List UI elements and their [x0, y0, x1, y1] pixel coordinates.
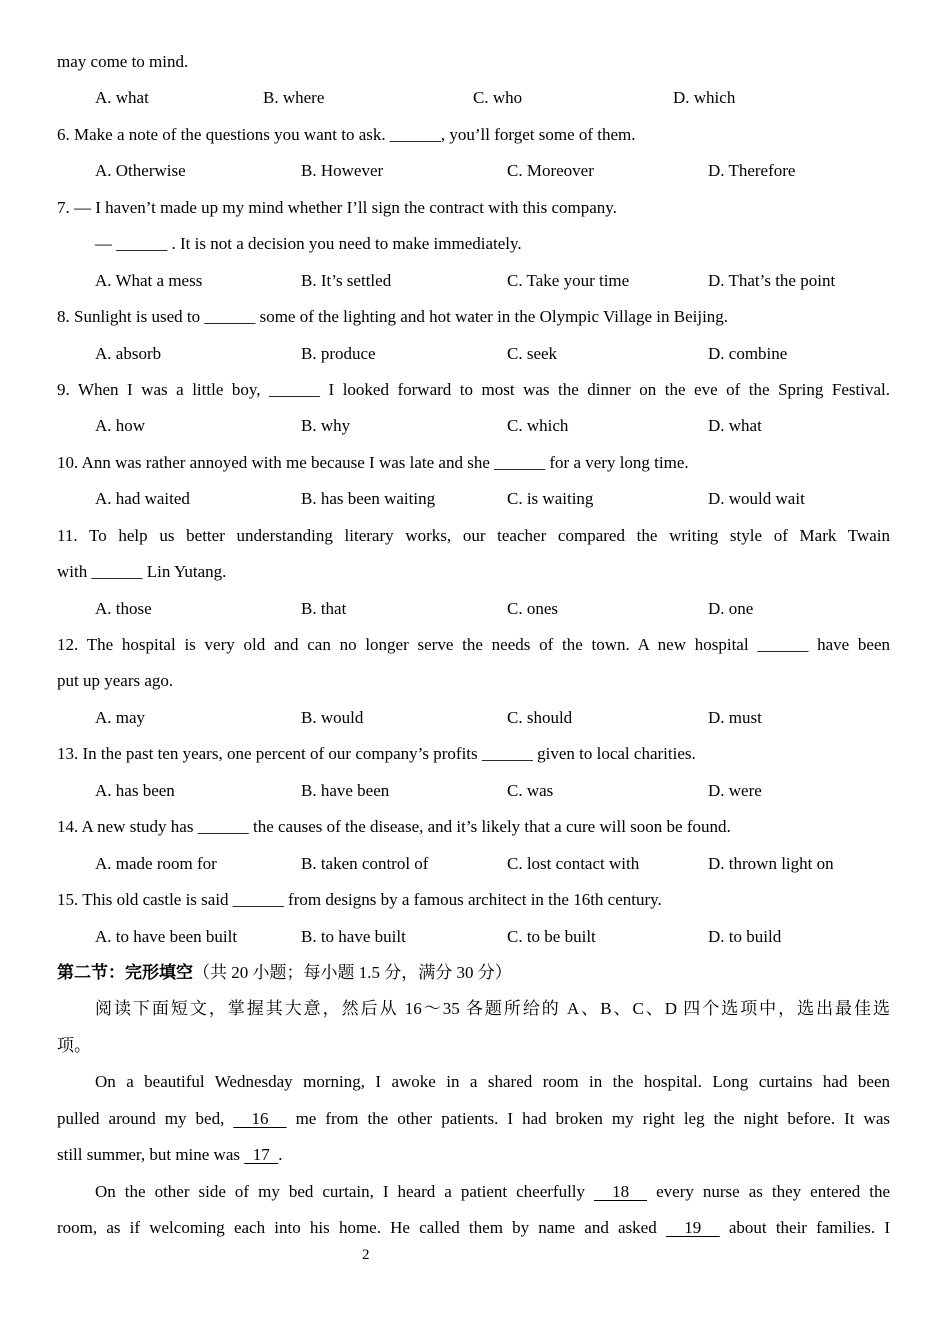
option-d: D. were [708, 780, 762, 800]
text-run: may come to mind. [57, 52, 189, 71]
option-a: A. made room for [95, 853, 217, 873]
q14-options [57, 846, 890, 882]
q7-stem-line-2 [57, 226, 890, 262]
blank-underline: 18 [594, 1181, 648, 1201]
blank-underline: 19 [665, 1218, 720, 1237]
blank-underline: 16 [233, 1108, 287, 1128]
option-d: D. Therefore [708, 161, 796, 181]
text-run: . [278, 1145, 283, 1165]
option-a: A. absorb [95, 343, 162, 363]
q13-options [57, 773, 890, 809]
cloze-paragraph-1-line-2 [57, 1101, 890, 1137]
text-run: — ______ . It is not a decision you need to make immediately. [95, 234, 522, 254]
q11-stem-line-1 [57, 518, 890, 554]
q8-stem [57, 299, 890, 335]
text-run: 阅读下面短文，掌握其大意，然后从 16～35 各题所给的 A、B、C、D 四个选项中，选出最佳选 [95, 999, 890, 1019]
q12-options [57, 700, 890, 736]
option-d: D. must [708, 707, 762, 727]
option-b: B. It’s settled [301, 270, 392, 290]
option-b: B. to have built [301, 926, 406, 946]
text-run: still summer, but mine was [57, 1145, 245, 1165]
page-number: 2 [362, 1247, 370, 1263]
text-run: pulled around my bed, [57, 1108, 234, 1128]
text-run: 14. A new study has ______ the causes of the disease, and it’s likely that a cure will soon be found. [57, 817, 731, 837]
option-a: A. those [95, 598, 152, 618]
option-b: B. why [301, 416, 351, 436]
q10-stem [57, 445, 890, 481]
option-a: A. What a mess [95, 270, 203, 290]
q8-options [57, 336, 890, 372]
text-run: 项。 [57, 1035, 91, 1055]
option-c: C. seek [507, 343, 558, 363]
option-a: A. had waited [95, 489, 190, 509]
text-run: On the other side of my bed curtain, I heard a patient cheerfully [95, 1181, 595, 1201]
option-b: B. would [301, 707, 364, 727]
text-run: On a beautiful Wednesday morning, I awoke in a shared room in the hospital. Long curtains had been [95, 1072, 890, 1092]
document-body [57, 44, 890, 1246]
option-c: C. Take your time [507, 270, 630, 290]
option-b: B. However [301, 161, 384, 181]
option-d: D. what [708, 416, 762, 436]
option-a: A. has been [95, 780, 175, 800]
q6-options [57, 153, 890, 189]
blank-underline: 17 [244, 1145, 279, 1165]
text-run: 7. — I haven’t made up my mind whether I’ll sign the contract with this company. [57, 197, 617, 217]
text-run: （共 20 小题；每小题 1.5 分，满分 30 分） [193, 962, 512, 982]
option-d: D. That’s the point [708, 270, 836, 290]
text-run: about their families. I [719, 1218, 890, 1237]
section-2-heading [57, 955, 890, 991]
q15-stem [57, 882, 890, 918]
text-run: 15. This old castle is said ______ from designs by a famous architect in the 16th century. [57, 890, 662, 910]
option-b: B. that [301, 598, 347, 618]
option-b: B. where [263, 88, 325, 108]
q5-continuation [57, 44, 890, 80]
text-run: 12. The hospital is very old and can no longer serve the needs of the town. A new hospital ______ have been [57, 635, 890, 654]
q6-stem [57, 117, 890, 153]
q11-options [57, 591, 890, 627]
text-run: 11. To help us better understanding literary works, our teacher compared the writing style of Mark Twain [57, 525, 890, 545]
option-c: C. who [473, 88, 523, 108]
q9-options [57, 408, 890, 444]
text-run: me from the other patients. I had broken my right leg the night before. It was [286, 1108, 890, 1128]
text-run: 第二节：完形填空 [57, 962, 193, 982]
option-d: D. combine [708, 343, 788, 363]
cloze-paragraph-1-line-3 [57, 1137, 890, 1173]
text-run: 10. Ann was rather annoyed with me because I was late and she ______ for a very long time. [57, 452, 689, 472]
q9-stem [57, 372, 890, 408]
text-run: 9. When I was a little boy, ______ I looked forward to most was the dinner on the eve of the Spring Festival. [57, 379, 890, 399]
text-run: every nurse as they entered the [647, 1181, 890, 1201]
q12-stem-line-1 [57, 627, 890, 663]
q5-options [57, 80, 890, 116]
option-a: A. what [95, 88, 149, 108]
cloze-paragraph-2-line-1 [57, 1174, 890, 1210]
option-c: C. is waiting [507, 489, 594, 509]
q13-stem [57, 736, 890, 772]
option-d: D. would wait [708, 489, 805, 509]
text-run: put up years ago. [57, 671, 174, 691]
q15-options [57, 919, 890, 955]
option-c: C. ones [507, 598, 558, 618]
cloze-paragraph-2-line-2 [57, 1210, 890, 1246]
q10-options [57, 481, 890, 517]
section-2-instructions-line-2 [57, 1028, 890, 1064]
option-b: B. taken control of [301, 853, 429, 873]
option-a: A. how [95, 416, 146, 436]
text-run: 13. In the past ten years, one percent of our company’s profits ______ given to local charities. [57, 744, 696, 764]
option-c: C. Moreover [507, 161, 594, 181]
option-c: C. lost contact with [507, 853, 640, 873]
option-c: C. was [507, 780, 554, 800]
q7-options [57, 263, 890, 299]
text-run: 8. Sunlight is used to ______ some of the lighting and hot water in the Olympic Village in Beijing. [57, 307, 729, 327]
cloze-paragraph-1-line-1 [57, 1064, 890, 1100]
q14-stem [57, 809, 890, 845]
text-run: 6. Make a note of the questions you want to ask. ______, you’ll forget some of them. [57, 124, 636, 144]
option-c: C. to be built [507, 926, 596, 946]
text-run: room, as if welcoming each into his home. He called them by name and asked [57, 1218, 666, 1237]
section-2-instructions-line-1 [57, 991, 890, 1027]
option-c: C. should [507, 707, 573, 727]
option-d: D. thrown light on [708, 853, 834, 873]
option-b: B. has been waiting [301, 489, 436, 509]
option-d: D. one [708, 598, 754, 618]
option-a: A. may [95, 707, 146, 727]
option-d: D. to build [708, 926, 782, 946]
option-a: A. to have been built [95, 926, 238, 946]
option-b: B. have been [301, 780, 390, 800]
option-c: C. which [507, 416, 569, 436]
option-a: A. Otherwise [95, 161, 186, 181]
q7-stem-line-1 [57, 190, 890, 226]
text-run: with ______ Lin Yutang. [57, 562, 227, 582]
option-d: D. which [673, 88, 736, 108]
q12-stem-line-2 [57, 663, 890, 699]
q11-stem-line-2 [57, 554, 890, 590]
option-b: B. produce [301, 343, 376, 363]
